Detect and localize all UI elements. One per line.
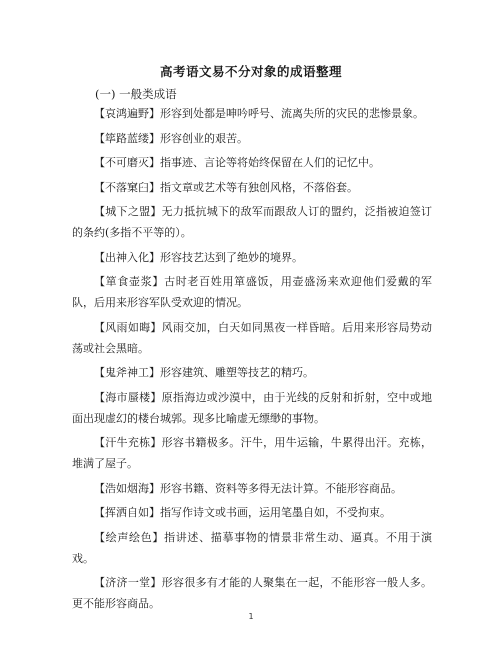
idiom-entry xyxy=(72,432,432,474)
idiom-definition: 指事迹、言论等将始终保留在人们的记忆中。 xyxy=(160,156,380,169)
idiom-term: 【挥洒自如】 xyxy=(94,506,160,519)
idiom-entry xyxy=(72,247,432,268)
idiom-entry xyxy=(72,387,432,429)
idiom-definition: 形容创业的艰苦。 xyxy=(160,131,248,145)
idiom-definition: 形容到处都是呻吟呼号、流离失所的灾民的悲惨景象。 xyxy=(160,107,424,120)
idiom-entry xyxy=(72,527,432,569)
idiom-term: 【海市蜃楼】 xyxy=(94,390,162,404)
idiom-entry xyxy=(72,317,432,359)
idiom-entry xyxy=(72,502,432,523)
idiom-entry xyxy=(72,201,432,243)
idiom-term: 【筚路蓝缕】 xyxy=(94,131,160,145)
idiom-definition: 原指海边或沙漠中，由于光线的反射和折射，空中或地面出现虚幻的楼台城郭。现多比喻虚无缥缈的事物。 xyxy=(72,390,432,425)
idiom-entry xyxy=(72,362,432,383)
idiom-term: 【风雨如晦】 xyxy=(94,320,162,334)
idiom-term: 【出神入化】 xyxy=(94,250,160,264)
idiom-entry xyxy=(72,152,432,173)
idiom-term: 【济济一堂】 xyxy=(94,576,162,589)
idiom-entry xyxy=(72,572,432,614)
idiom-entry xyxy=(72,478,432,499)
page-number: 1 xyxy=(248,612,254,621)
idiom-definition: 形容技艺达到了绝妙的境界。 xyxy=(160,250,303,264)
idiom-term: 【不落窠臼】 xyxy=(94,180,160,194)
idiom-definition: 形容书籍极多。汗牛，用牛运输，牛累得出汗。充栋，堆满了屋子。 xyxy=(72,436,432,470)
idiom-definition: 形容书籍、资料等多得无法计算。不能形容商品。 xyxy=(160,481,402,495)
document-title: 高考语文易不分对象的成语整理 xyxy=(159,64,342,79)
idiom-term: 【不可磨灭】 xyxy=(94,156,160,169)
idiom-entry xyxy=(72,103,432,124)
idiom-term: 【箪食壶浆】 xyxy=(94,275,165,288)
idiom-term: 【城下之盟】 xyxy=(94,205,162,218)
idiom-definition: 形容很多有才能的人聚集在一起，不能形容一般人多。更不能形容商品。 xyxy=(72,576,432,610)
idiom-definition: 风雨交加，白天如同黑夜一样昏暗。后用来形容局势动荡或社会黑暗。 xyxy=(72,320,432,355)
idiom-entry xyxy=(72,177,432,198)
idiom-definition: 古时老百姓用箪盛饭，用壶盛汤来欢迎他们爱戴的军队，后用来形容军队受欢迎的情况。 xyxy=(72,275,433,309)
section-heading: (一) 一般类成语 xyxy=(95,87,177,101)
idiom-definition: 指讲述、描摹事物的情景非常生动、逼真。不用于演戏。 xyxy=(72,530,433,565)
idiom-definition: 指文章或艺术等有独创风格，不落俗套。 xyxy=(160,180,358,194)
idiom-list xyxy=(72,103,432,618)
idiom-term: 【汗牛充栋】 xyxy=(94,436,162,449)
idiom-term: 【哀鸿遍野】 xyxy=(94,107,160,120)
idiom-definition: 无力抵抗城下的敌军而跟敌人订的盟约，泛指被迫签订的条约(多指不平等的）。 xyxy=(72,205,432,239)
idiom-entry xyxy=(72,271,432,313)
idiom-definition: 指写作诗文或书画，运用笔墨自如，不受拘束。 xyxy=(160,506,391,519)
idiom-term: 【绘声绘色】 xyxy=(94,530,165,544)
idiom-term: 【鬼斧神工】 xyxy=(94,366,160,379)
idiom-entry xyxy=(72,128,432,149)
idiom-term: 【浩如烟海】 xyxy=(94,481,160,495)
idiom-definition: 形容建筑、雕塑等技艺的精巧。 xyxy=(160,366,314,379)
